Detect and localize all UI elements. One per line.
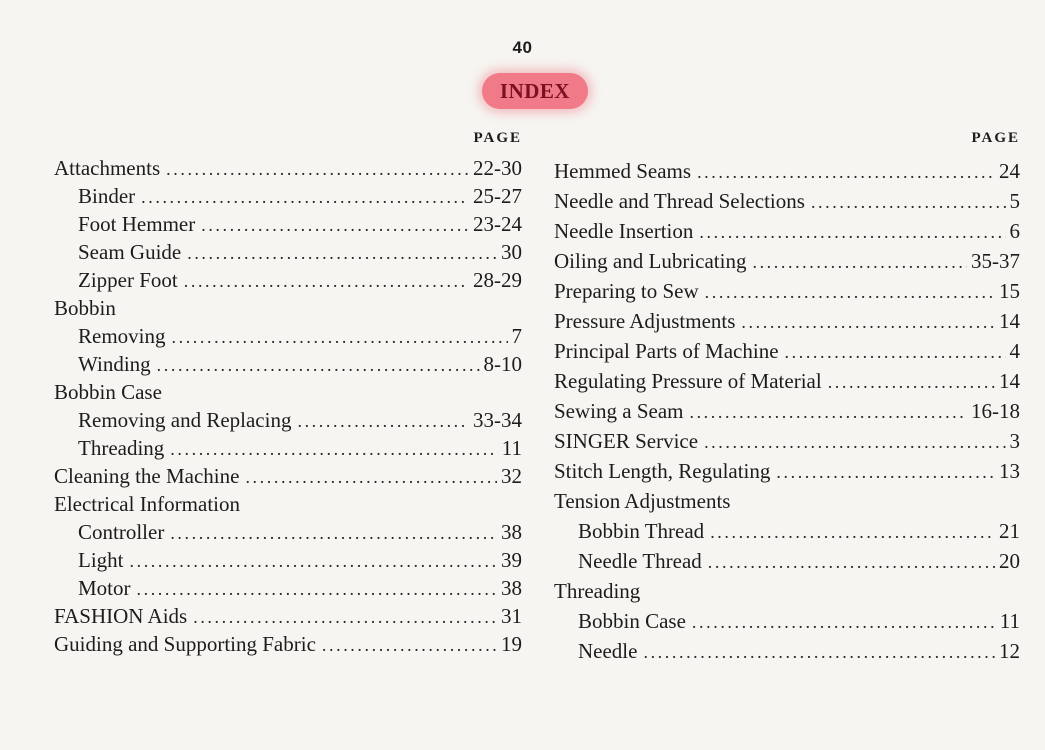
index-entry-label: Needle bbox=[578, 639, 638, 663]
index-entry-page: 22-30 bbox=[473, 156, 522, 180]
index-entry-page: 3 bbox=[1009, 429, 1020, 453]
dot-leader bbox=[172, 323, 508, 351]
index-entry-page: 7 bbox=[511, 324, 522, 348]
index-entry-page: 11 bbox=[999, 609, 1020, 633]
index-entry-page: 30 bbox=[501, 240, 522, 264]
index-entry bbox=[54, 154, 522, 182]
index-entry bbox=[54, 294, 522, 322]
dot-leader bbox=[752, 247, 967, 277]
index-entry bbox=[54, 434, 522, 462]
index-title: INDEX bbox=[499, 78, 571, 103]
index-entry-page: 8-10 bbox=[483, 352, 522, 376]
dot-leader bbox=[187, 239, 497, 267]
index-entry-label: Removing bbox=[78, 324, 166, 348]
dot-leader bbox=[785, 337, 1006, 367]
page-column-header: PAGE bbox=[971, 130, 1020, 146]
index-entry-page: 32 bbox=[501, 464, 522, 488]
dot-leader bbox=[811, 187, 1006, 217]
index-entry-label: Stitch Length, Regulating bbox=[554, 459, 771, 483]
index-entry bbox=[54, 574, 522, 602]
index-entry bbox=[54, 406, 522, 434]
index-entry bbox=[54, 602, 522, 630]
index-column-right bbox=[554, 128, 1020, 666]
index-entry bbox=[554, 246, 1020, 276]
dot-leader bbox=[245, 463, 497, 491]
dot-leader bbox=[710, 517, 995, 547]
dot-leader bbox=[643, 637, 995, 667]
index-entry-label: Needle Insertion bbox=[554, 219, 694, 243]
dot-leader bbox=[141, 183, 469, 211]
index-entry bbox=[54, 546, 522, 574]
index-entry bbox=[554, 156, 1020, 186]
dot-leader bbox=[137, 575, 498, 603]
index-entry bbox=[554, 336, 1020, 366]
dot-leader bbox=[157, 351, 480, 379]
index-entry-label: Threading bbox=[554, 579, 641, 603]
index-list-left bbox=[54, 154, 522, 658]
index-entry bbox=[554, 606, 1020, 636]
index-entry-page: 33-34 bbox=[473, 408, 522, 432]
index-entry-label: Bobbin Case bbox=[578, 609, 686, 633]
index-entry-page: 20 bbox=[999, 549, 1020, 573]
dot-leader bbox=[697, 157, 995, 187]
index-entry-label: Cleaning the Machine bbox=[54, 464, 240, 488]
index-entry bbox=[554, 456, 1020, 486]
index-entry-page: 19 bbox=[501, 632, 522, 656]
index-entry bbox=[54, 462, 522, 490]
index-entry-page: 5 bbox=[1009, 189, 1020, 213]
index-entry-page: 4 bbox=[1009, 339, 1020, 363]
index-entry-page: 12 bbox=[999, 639, 1020, 663]
dot-leader bbox=[170, 519, 497, 547]
index-entry bbox=[54, 182, 522, 210]
dot-leader bbox=[692, 607, 996, 637]
index-entry-label: Bobbin bbox=[54, 296, 116, 320]
dot-leader bbox=[708, 547, 995, 577]
dot-leader bbox=[170, 435, 497, 463]
index-entry-page: 28-29 bbox=[473, 268, 522, 292]
index-entry-page: 16-18 bbox=[971, 399, 1020, 423]
dot-leader bbox=[699, 217, 1005, 247]
dot-leader bbox=[322, 631, 497, 659]
index-entry-label: Hemmed Seams bbox=[554, 159, 692, 183]
dot-leader bbox=[130, 547, 498, 575]
index-entry bbox=[554, 486, 1020, 516]
index-entry-page: 14 bbox=[999, 369, 1020, 393]
index-entry-label: Removing and Replacing bbox=[78, 408, 292, 432]
index-entry-page: 23-24 bbox=[473, 212, 522, 236]
index-entry bbox=[554, 516, 1020, 546]
index-entry-label: Light bbox=[78, 548, 124, 572]
index-entry-page: 21 bbox=[999, 519, 1020, 543]
index-list-right bbox=[554, 156, 1020, 666]
index-entry-label: Needle and Thread Selections bbox=[554, 189, 805, 213]
dot-leader bbox=[297, 407, 469, 435]
index-entry-page: 38 bbox=[501, 576, 522, 600]
index-entry bbox=[554, 276, 1020, 306]
index-entry bbox=[554, 576, 1020, 606]
index-entry bbox=[554, 546, 1020, 576]
dot-leader bbox=[705, 277, 995, 307]
index-entry-label: Motor bbox=[78, 576, 131, 600]
index-entry-label: Bobbin Case bbox=[54, 380, 162, 404]
index-entry-page: 35-37 bbox=[971, 249, 1020, 273]
dot-leader bbox=[776, 457, 995, 487]
index-entry bbox=[54, 350, 522, 378]
index-entry bbox=[554, 186, 1020, 216]
index-entry-page: 31 bbox=[501, 604, 522, 628]
index-entry-page: 6 bbox=[1009, 219, 1020, 243]
index-entry-label: Tension Adjustments bbox=[554, 489, 731, 513]
index-entry bbox=[554, 216, 1020, 246]
index-entry-label: Needle Thread bbox=[578, 549, 702, 573]
index-title-highlight bbox=[482, 73, 588, 109]
index-entry-page: 14 bbox=[999, 309, 1020, 333]
index-entry bbox=[554, 396, 1020, 426]
page-number: 40 bbox=[512, 38, 533, 57]
index-entry bbox=[554, 636, 1020, 666]
index-entry bbox=[554, 306, 1020, 336]
index-entry bbox=[54, 322, 522, 350]
index-entry-label: Threading bbox=[78, 436, 165, 460]
index-entry bbox=[54, 210, 522, 238]
page-column-header: PAGE bbox=[473, 130, 522, 146]
index-entry-label: Preparing to Sew bbox=[554, 279, 699, 303]
index-entry-label: Bobbin Thread bbox=[578, 519, 705, 543]
dot-leader bbox=[201, 211, 469, 239]
dot-leader bbox=[193, 603, 497, 631]
index-entry-label: Foot Hemmer bbox=[78, 212, 196, 236]
dot-leader bbox=[166, 155, 469, 183]
index-entry-label: Controller bbox=[78, 520, 165, 544]
index-entry bbox=[554, 426, 1020, 456]
index-entry-label: Attachments bbox=[54, 156, 161, 180]
dot-leader bbox=[184, 267, 469, 295]
index-entry bbox=[54, 518, 522, 546]
index-entry-label: Binder bbox=[78, 184, 136, 208]
index-entry-page: 39 bbox=[501, 548, 522, 572]
index-entry-label: SINGER Service bbox=[554, 429, 699, 453]
dot-leader bbox=[689, 397, 967, 427]
index-entry bbox=[54, 490, 522, 518]
index-entry-page: 25-27 bbox=[473, 184, 522, 208]
index-entry-page: 13 bbox=[999, 459, 1020, 483]
index-entry bbox=[554, 366, 1020, 396]
index-entry-label: Pressure Adjustments bbox=[554, 309, 736, 333]
index-entry-label: Principal Parts of Machine bbox=[554, 339, 779, 363]
dot-leader bbox=[704, 427, 1005, 457]
dot-leader bbox=[741, 307, 995, 337]
index-entry bbox=[54, 266, 522, 294]
index-entry bbox=[54, 238, 522, 266]
index-entry-label: Guiding and Supporting Fabric bbox=[54, 632, 316, 656]
index-column-left bbox=[54, 128, 522, 658]
index-entry-page: 24 bbox=[999, 159, 1020, 183]
index-entry-label: FASHION Aids bbox=[54, 604, 188, 628]
index-entry-label: Winding bbox=[78, 352, 151, 376]
index-entry bbox=[54, 378, 522, 406]
index-entry-label: Oiling and Lubricating bbox=[554, 249, 747, 273]
dot-leader bbox=[828, 367, 995, 397]
index-entry bbox=[54, 630, 522, 658]
index-entry-page: 38 bbox=[501, 520, 522, 544]
index-entry-label: Zipper Foot bbox=[78, 268, 178, 292]
index-entry-label: Seam Guide bbox=[78, 240, 182, 264]
index-entry-label: Electrical Information bbox=[54, 492, 240, 516]
index-entry-page: 15 bbox=[999, 279, 1020, 303]
index-entry-label: Sewing a Seam bbox=[554, 399, 684, 423]
index-entry-label: Regulating Pressure of Material bbox=[554, 369, 822, 393]
index-entry-page: 11 bbox=[501, 436, 522, 460]
